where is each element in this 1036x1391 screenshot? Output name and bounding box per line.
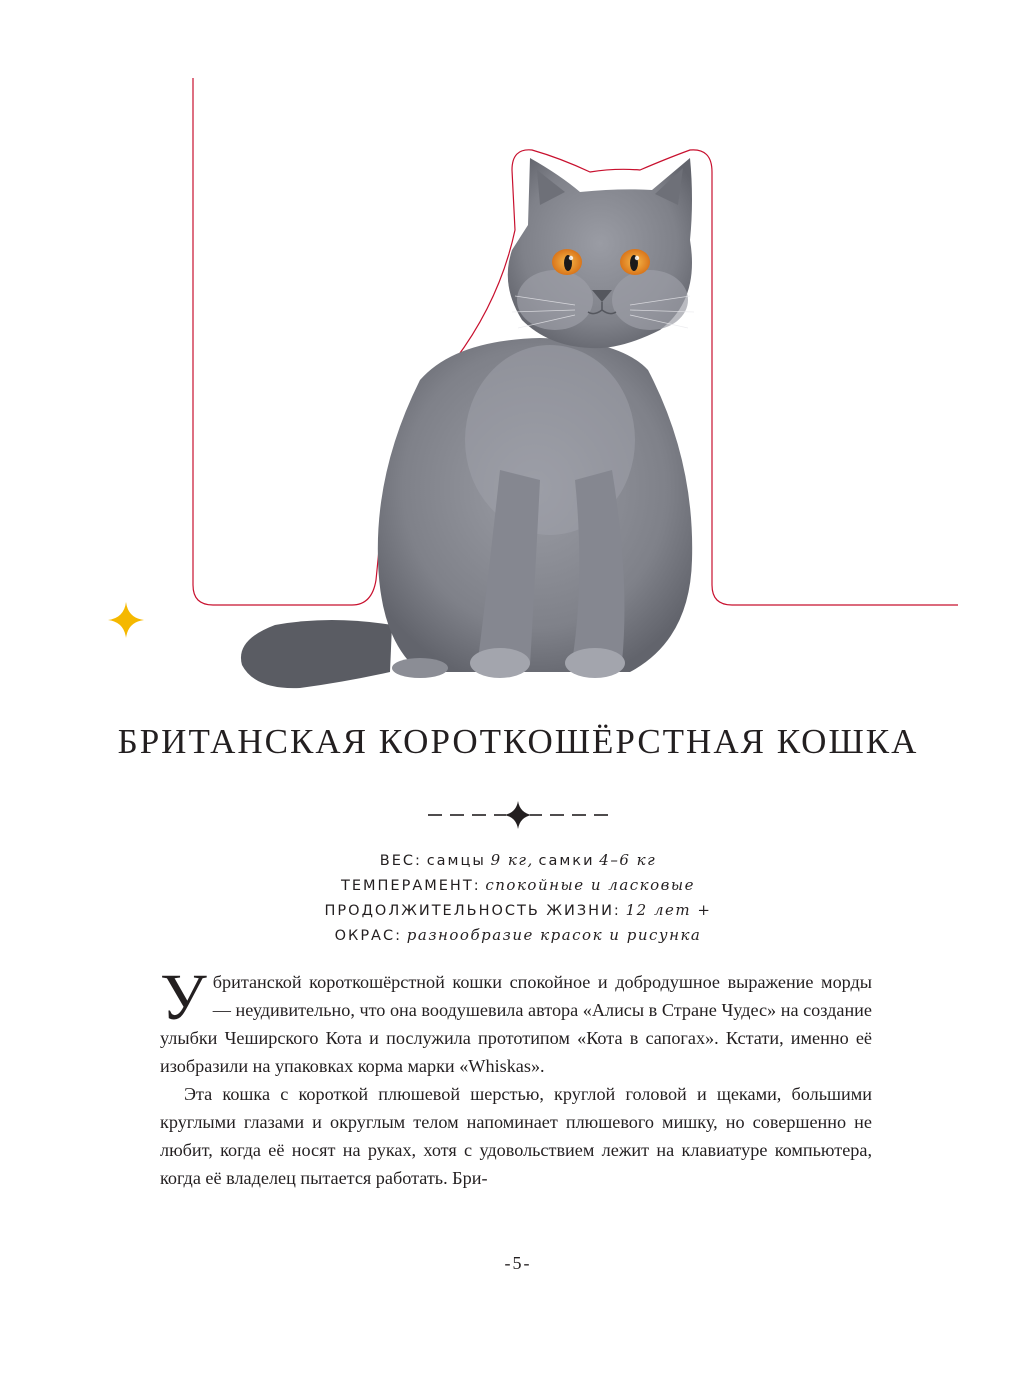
fact-temperament-label: ТЕМПЕРАМЕНТ:: [341, 878, 481, 894]
fact-weight-females-value: 4–6 кг: [599, 851, 657, 869]
page-number: -5-: [504, 1253, 532, 1273]
article-body: [160, 961, 872, 1192]
fact-weight-males-label: самцы: [426, 853, 486, 869]
fact-weight-males-value: 9 кг,: [490, 851, 534, 869]
drop-cap: У: [160, 961, 207, 1034]
diamond-star-icon: [504, 801, 532, 829]
paragraph-1: [160, 961, 872, 1080]
fact-temperament: [0, 873, 1036, 898]
fact-weight: [0, 848, 1036, 873]
fact-weight-label: ВЕС:: [379, 853, 422, 869]
divider-ornament: [418, 798, 618, 832]
fact-temperament-value: спокойные и ласковые: [485, 876, 695, 894]
fact-lifespan-value: 12 лет +: [625, 901, 712, 919]
cat-illustration: [241, 158, 694, 688]
fact-lifespan-label: ПРОДОЛЖИТЕЛЬНОСТЬ ЖИЗНИ:: [324, 903, 621, 919]
star-ornament-icon: [106, 600, 146, 640]
paragraph-1-text: британской короткошёрстной кошки спокойное и добродушное выражение морды — неудивительно, что она воодушевила автора «Алисы в Стране Чудес» на создание улыбки Чеширского Кота и послужила прототипом «Кота в сапогах». Кстати, именно её изобразили на упаковках корма марки «Whiskas».: [160, 972, 872, 1076]
page-title: БРИТАНСКАЯ КОРОТКОШЁРСТНАЯ КОШКА: [117, 722, 919, 761]
fact-color-value: разнообразие красок и рисунка: [406, 926, 702, 944]
breed-facts: [0, 848, 1036, 948]
fact-weight-females-label: самки: [538, 853, 595, 869]
fact-color: [0, 923, 1036, 948]
fact-color-label: ОКРАС:: [334, 928, 402, 944]
paragraph-2: Эта кошка с короткой плюшевой шерстью, круглой головой и щеками, большими круглыми глазами и округлым телом напоминает плюшевого мишку, но совершенно не любит, когда её носят на руках, хотя с удовольствием лежит на клавиатуре компьютера, когда её владелец пытается работать. Бри-: [160, 1084, 872, 1188]
fact-lifespan: [0, 898, 1036, 923]
